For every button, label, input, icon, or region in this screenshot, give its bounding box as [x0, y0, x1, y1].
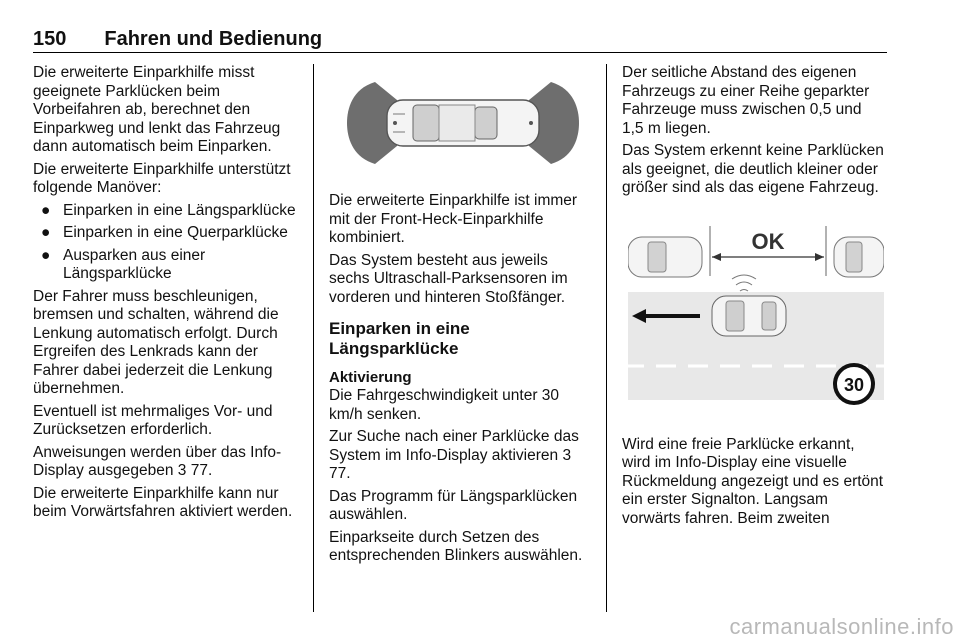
parking-space-illustration [628, 222, 884, 412]
paragraph: Das Programm für Längsparklücken auswählen. [329, 487, 578, 523]
page-reference-link[interactable]: 3 77. [177, 462, 213, 479]
paragraph: Die erweiterte Einparkhilfe ist immer mit der Front-Heck-Einparkhilfe kombiniert. [329, 192, 578, 246]
section-heading: Einparken in eine Längsparklücke [329, 319, 470, 358]
list-item [33, 202, 305, 221]
paragraph: Anweisungen werden über das Info-Display ausgegeben 3 77. [33, 443, 282, 479]
list-item [33, 247, 305, 284]
paragraph: Zur Suche nach einer Parklücke das System im Info-Display aktivieren 3 77. [329, 428, 579, 482]
page-header [33, 28, 322, 51]
page-title: Fahren und Bedienung [104, 28, 323, 50]
paragraph: Der Fahrer muss beschleunigen, bremsen und schalten, während die Lenkung automatisch erfolgt. Durch Ergreifen des Lenkrads kann der Fahrer dabei jederzeit die Lenkung übernehmen. [33, 287, 279, 397]
list-item-text: Ausparken aus einer Längsparklücke [63, 246, 206, 282]
sensor-illustration [347, 74, 579, 172]
list-item-text: Einparken in eine Längsparklücke [63, 201, 296, 219]
speed-sign-label: 30 [843, 374, 865, 395]
list-item [33, 224, 305, 243]
page-reference-link[interactable]: 3 77. [329, 446, 572, 482]
paragraph: Die erweiterte Einparkhilfe unterstützt folgende Manöver: [33, 160, 291, 196]
paragraph: Die erweiterte Einparkhilfe kann nur beim Vorwärtsfahren aktiviert werden. [33, 484, 293, 520]
ok-label: OK [751, 228, 785, 254]
list-item-text: Einparken in eine Querparklücke [63, 224, 288, 241]
paragraph: Einparkseite durch Setzen des entsprechenden Blinkers auswählen. [329, 528, 583, 564]
column-1 [33, 64, 305, 526]
paragraph: Wird eine freie Parklücke erkannt, wird im Info-Display eine visuelle Rückmeldung angezeigt und es ertönt ein erster Signalton. Langsam vorwärts fahren. Beim zweiten [622, 435, 884, 527]
paragraph: Das System erkennt keine Parklücken als geeignet, die deutlich kleiner oder größer sind als das eigene Fahrzeug. [622, 142, 884, 196]
paragraph: Die Fahrgeschwindigkeit unter 30 km/h senken. [329, 387, 560, 423]
page-number: 150 [33, 28, 67, 50]
bullet-icon: ● [41, 224, 51, 241]
header-rule [33, 52, 887, 53]
paragraph: Die erweiterte Einparkhilfe misst geeignete Parklücken beim Vorbeifahren ab, berechnet den Einparkweg und lenkt das Fahrzeug dann automatisch beim Einparken. [33, 64, 281, 155]
subheading: Aktivierung [329, 369, 412, 386]
paragraph: Der seitliche Abstand des eigenen Fahrzeugs zu einer Reihe geparkter Fahrzeuge muss zwischen 0,5 und 1,5 m liegen. [622, 64, 870, 137]
paragraph: Eventuell ist mehrmaliges Vor- und Zurücksetzen erforderlich. [33, 402, 273, 438]
watermark: carmanualsonline.info [729, 614, 954, 639]
column-3 [622, 64, 884, 532]
column-divider-2 [606, 64, 607, 612]
bullet-icon: ● [41, 201, 51, 219]
paragraph: Das System besteht aus jeweils sechs Ultraschall-Parksensoren im vorderen und hinteren Stoßfänger. [329, 251, 568, 306]
column-2 [329, 64, 591, 570]
column-divider-1 [313, 64, 314, 612]
bullet-icon: ● [41, 246, 51, 264]
